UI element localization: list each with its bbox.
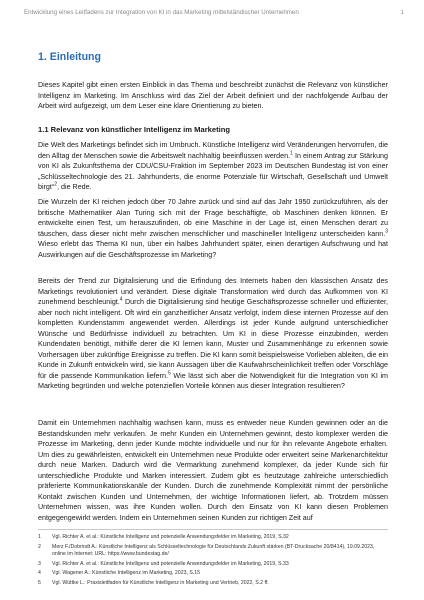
footnotes bbox=[38, 534, 388, 589]
footnote-item bbox=[38, 561, 388, 568]
paragraph-text: In einem Antrag zur Stärkung von KI als Zukunftsthema der CDU/CSU-Fraktion im September 2023 im Deutschen Bundestag ist von einer „Schlüsseltechnologie des 21. Jahrhunderts, die enorme Potenziale für Wirtschaft, Gesellschaft und Umwelt birgt“ bbox=[38, 151, 388, 191]
footnote-number: 4 bbox=[38, 570, 41, 577]
footnote-ref[interactable]: 1 bbox=[290, 150, 293, 157]
footnote-item bbox=[38, 544, 388, 559]
footnote-text: Vgl. Richter A. et al.: Künstliche Intelligenz und potenzielle Anwendungsfelder im Marketing, 2019, S.32 bbox=[52, 534, 289, 540]
footnote-divider bbox=[38, 529, 388, 530]
footnote-number: 5 bbox=[38, 579, 41, 586]
paragraph-text: Wieso erlebt das Thema KI nun, über ein halbes Jahrhundert später, einen derartigen Aufschwung und hat Auswirkungen auf die Geschäftsprozesse im Marketing? bbox=[38, 240, 388, 259]
running-header: Entwicklung eines Leitfadens zur Integration von KI in das Marketing mittelständischer Unternehmen bbox=[24, 9, 299, 16]
chapter-heading: 1. Einleitung bbox=[38, 51, 101, 63]
paragraph-3 bbox=[38, 276, 388, 392]
footnote-text: Vgl. Wüttke L.: Praxisleitfaden für Künstliche Intelligenz in Marketing und Vertrieb, 2022, S.2 ff. bbox=[52, 579, 269, 586]
paragraph-4: Damit ein Unternehmen nachhaltig wachsen kann, muss es entweder neue Kunden gewinnen oder an die Bestandskunden mehr verkaufen. Je mehr Kunden ein Unternehmen gewinnt, desto komplexer werden die Prozesse im Marketing, denn jeder Kunde möchte individuelle und nur für ihn relevante Angebote erhalten. Um dies zu gewährleisten, entwickelt ein Unternehmen neue Produkte oder erweitert seine Markenarchitektur durch neue Marken. Dadurch wird die Vermarktung zunehmend komplexer, da jeder Kunde sich für unterschiedliche Produkte und Marken interessiert. Zudem gibt es heutzutage zahlreiche unterschiedlich präferierte Kommunikationskanäle der Kunden. Durch die zunehmende Komplexität nimmt der persönliche Kontakt zwischen Kunden und Unternehmen, der wichtige Informationen liefert, ab. Trotzdem müssen Unternehmen wissen, was ihre Kunden wollen. Durch den Einsatz von KI kann diesen Problemen entgegengewirkt werden. Indem ein Unternehmen seinen Kunden zur richtigen Zeit auf bbox=[38, 419, 388, 522]
footnote-ref[interactable]: 2 bbox=[54, 181, 58, 188]
paragraph-text: Wie lässt sich aber die Notwendigkeit für die Integration von KI im Marketing begründen und welche potenziellen Vorteile können aus dieser Integration resultieren? bbox=[38, 371, 388, 390]
paragraph-1 bbox=[38, 140, 388, 193]
footnote-number: 1 bbox=[38, 534, 41, 540]
paragraph-2 bbox=[38, 197, 388, 260]
footnote-text: Vgl. Wagener A.: Künstliche Intelligenz im Marketing, 2023, S.15 bbox=[52, 570, 201, 577]
footnote-number: 3 bbox=[38, 560, 41, 567]
footnote-item bbox=[38, 580, 388, 587]
footnote-text: Merz F./Dobrindt A.: Künstliche Intelligenz als Schlüsseltechnologie für Deutschlands Zukunft stärken (BT-Drucksache 20/8414), 19.09.2023, online im Internet: URL: https://www.bundestag.de/ bbox=[52, 543, 375, 557]
paragraph-text: Durch die Digitalisierung sind heutige Geschäftsprozesse schneller und effizienter, aber noch nicht intelligent. Oft wird ein ganzheitlicher Ansatz verfolgt, indem diese internen Prozesse auf den kompletten Kundenstamm angewendet werden. Allerdings ist jeder Kunde aufgrund unterschiedlicher Wünsche und Bedürfnisse individuell zu betrachten. Um KI in diese Prozesse einzubinden, werden Kundendaten benötigt, mithilfe derer die KI lernen kann, Muster und Zusammenhänge zu erkennen sowie Vorhersagen über zukünftige Ereignisse zu treffen. Die KI kann somit beispielsweise Vorlieben ableiten, die ein Kunde in Zukunft entwickeln wird, sie kann Aussagen über die Kaufwahrscheinlichkeit treffen oder Vorschläge für die passende Kommunikation liefern. bbox=[38, 298, 388, 380]
section-heading: 1.1 Relevanz von künstlicher Intelligenz im Marketing bbox=[38, 125, 231, 134]
paragraph-text: Die Wurzeln der KI reichen jedoch über 70 Jahre zurück und sind auf das Jahr 1950 zurückzuführen, als der britische Mathematiker Alan Turing sich mit der Frage beschäftigte, ob Maschinen denken können. Er entwickelte einen Test, um herauszufinden, ob eine Maschine in der Lage ist, einen Menschen derart zu täuschen, dass dieser nicht mehr zwischen menschlicher und maschineller Intelligenz unterscheiden kann. bbox=[38, 198, 388, 238]
footnote-ref[interactable]: 3 bbox=[385, 228, 388, 235]
paragraph-text: Bereits der Trend zur Digitalisierung und die Erfindung des Internets haben den klassischen Ansatz des Marketings revolutioniert und verändert. Diese digitale Transformation wird durch das Aufkommen von KI zunehmend beschleunigt. bbox=[38, 277, 388, 306]
footnote-number: 2 bbox=[38, 543, 41, 550]
footnote-ref[interactable]: 4 bbox=[119, 296, 123, 303]
page-number: 1 bbox=[400, 9, 404, 16]
paragraph-text: Die Welt des Marketings befindet sich im Umbruch. Künstliche Intelligenz wird Veränderungen hervorrufen, die den Alltag der Menschen sowie die Arbeitswelt nachhaltig beeinflussen werden. bbox=[38, 141, 388, 160]
footnote-ref[interactable]: 5 bbox=[167, 370, 171, 377]
footnote-text: Vgl. Richter A. et al.: Künstliche Intelligenz und potenzielle Anwendungsfelder im Marketing, 2019, S.33 bbox=[52, 560, 289, 567]
paragraph-text: , die Rede. bbox=[57, 183, 92, 191]
footnote-item bbox=[38, 534, 388, 541]
footnote-item bbox=[38, 570, 388, 577]
chapter-intro: Dieses Kapitel gibt einen ersten Einblick in das Thema und beschreibt zunächst die Relevanz von künstlicher Intelligenz im Marketing. Im Anschluss wird das Ziel der Arbeit definiert und der nachfolgende Aufbau der Arbeit wird aufgezeigt, um dem Leser eine klare Orientierung zu bieten. bbox=[38, 81, 388, 110]
